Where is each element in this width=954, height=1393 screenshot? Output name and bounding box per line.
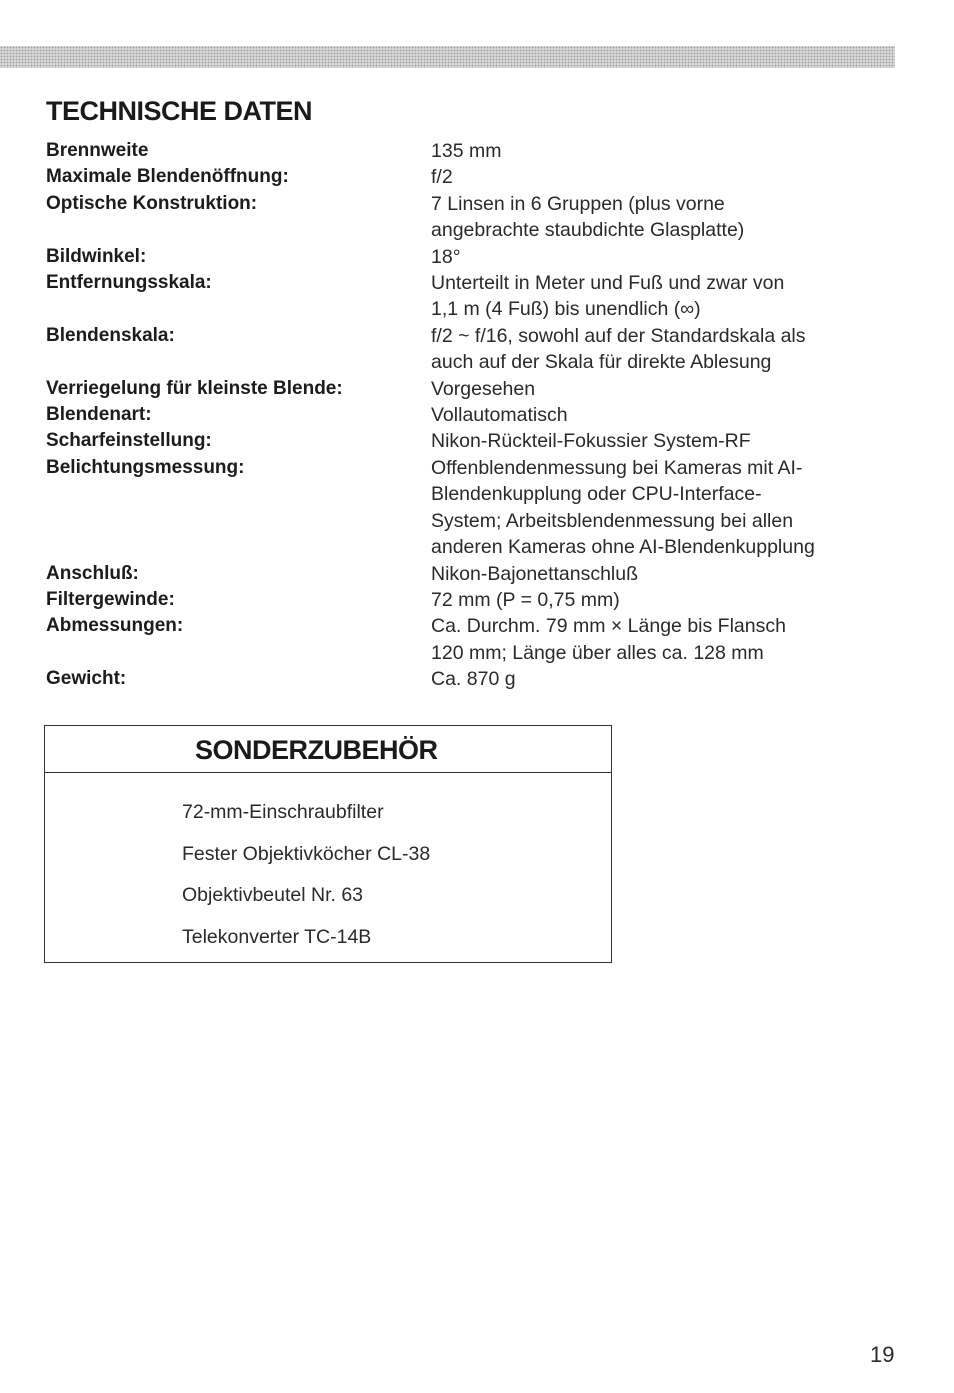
spec-value-line: f/2 bbox=[431, 166, 453, 189]
spec-value bbox=[431, 244, 901, 270]
spec-value bbox=[431, 191, 901, 244]
accessory-item: Objektivbeutel Nr. 63 bbox=[182, 884, 364, 906]
spec-value bbox=[431, 666, 901, 692]
spec-label: Abmessungen: bbox=[46, 615, 184, 637]
spec-label: Blendenskala: bbox=[46, 324, 175, 346]
spec-row bbox=[46, 613, 906, 666]
spec-value-line: anderen Kameras ohne AI-Blendenkupplung bbox=[431, 536, 815, 559]
spec-value bbox=[431, 455, 901, 561]
spec-value bbox=[431, 138, 901, 164]
spec-label: Bildwinkel: bbox=[46, 245, 147, 267]
spec-value bbox=[431, 270, 901, 323]
spec-label: Brennweite bbox=[46, 140, 149, 161]
spec-value-line: 120 mm; Länge über alles ca. 128 mm bbox=[431, 641, 764, 664]
spec-label: Maximale Blendenöffnung: bbox=[46, 166, 289, 188]
spec-row bbox=[46, 323, 906, 376]
spec-table bbox=[46, 138, 906, 693]
spec-value bbox=[431, 587, 901, 613]
accessories-list bbox=[182, 792, 430, 958]
accessories-box bbox=[44, 725, 612, 963]
accessory-item: Telekonverter TC-14B bbox=[182, 925, 372, 948]
spec-row bbox=[46, 270, 906, 323]
spec-value-line: Ca. Durchm. 79 mm × Länge bis Flansch bbox=[431, 615, 786, 638]
spec-row bbox=[46, 666, 906, 692]
spec-label: Entfernungsskala: bbox=[46, 272, 212, 294]
accessories-header bbox=[45, 726, 611, 773]
spec-label: Optische Konstruktion: bbox=[46, 192, 258, 214]
spec-value-line: 72 mm (P = 0,75 mm) bbox=[431, 588, 620, 611]
spec-label: Scharfeinstellung: bbox=[46, 430, 212, 452]
spec-value-line: auch auf der Skala für direkte Ablesung bbox=[431, 351, 772, 374]
spec-value bbox=[431, 323, 901, 376]
accessory-item: 72-mm-Einschraubfilter bbox=[182, 801, 384, 823]
header-halftone-band bbox=[0, 46, 895, 68]
spec-value-line: angebrachte staubdichte Glasplatte) bbox=[431, 219, 745, 242]
spec-value-line: Nikon-Bajonettanschluß bbox=[431, 562, 639, 585]
spec-row bbox=[46, 561, 906, 587]
spec-value bbox=[431, 561, 901, 587]
spec-value-line: Offenblendenmessung bei Kameras mit AI- bbox=[431, 456, 803, 479]
spec-row bbox=[46, 587, 906, 613]
page-title: TECHNISCHE DATEN bbox=[46, 96, 313, 126]
spec-value-line: Blendenkupplung oder CPU-Interface- bbox=[431, 483, 762, 506]
spec-label: Anschluß: bbox=[46, 562, 139, 584]
spec-row bbox=[46, 191, 906, 244]
spec-row bbox=[46, 402, 906, 428]
spec-value-line: 7 Linsen in 6 Gruppen (plus vorne bbox=[431, 192, 725, 215]
spec-label: Verriegelung für kleinste Blende: bbox=[46, 377, 343, 399]
spec-row bbox=[46, 455, 906, 561]
spec-value-line: Vorgesehen bbox=[431, 377, 536, 400]
accessory-item: Fester Objektivköcher CL-38 bbox=[182, 842, 431, 865]
accessories-title: SONDERZUBEHÖR bbox=[195, 735, 438, 765]
spec-value bbox=[431, 376, 901, 402]
page-number: 19 bbox=[870, 1342, 895, 1367]
spec-label: Belichtungsmessung: bbox=[46, 456, 245, 478]
spec-value-line: Unterteilt in Meter und Fuß und zwar von bbox=[431, 272, 785, 295]
spec-value-line: f/2 ~ f/16, sowohl auf der Standardskala als bbox=[431, 324, 806, 347]
spec-value bbox=[431, 613, 901, 666]
spec-label: Gewicht: bbox=[46, 668, 127, 690]
spec-row bbox=[46, 138, 906, 164]
spec-value-line: Nikon-Rückteil-Fokussier System-RF bbox=[431, 430, 751, 453]
spec-label: Blendenart: bbox=[46, 404, 152, 426]
spec-value-line: 135 mm bbox=[431, 140, 502, 162]
spec-value-line: Vollautomatisch bbox=[431, 404, 568, 427]
spec-label: Filtergewinde: bbox=[46, 588, 175, 610]
spec-value bbox=[431, 164, 901, 190]
spec-row bbox=[46, 244, 906, 270]
spec-value-line: System; Arbeitsblendenmessung bei allen bbox=[431, 509, 794, 532]
spec-value-line: Ca. 870 g bbox=[431, 668, 516, 691]
spec-value-line: 18° bbox=[431, 245, 461, 268]
spec-row bbox=[46, 428, 906, 454]
spec-value bbox=[431, 428, 901, 454]
spec-value bbox=[431, 402, 901, 428]
spec-value-line: 1,1 m (4 Fuß) bis unendlich (∞) bbox=[431, 298, 701, 321]
spec-row bbox=[46, 164, 906, 190]
spec-row bbox=[46, 376, 906, 402]
